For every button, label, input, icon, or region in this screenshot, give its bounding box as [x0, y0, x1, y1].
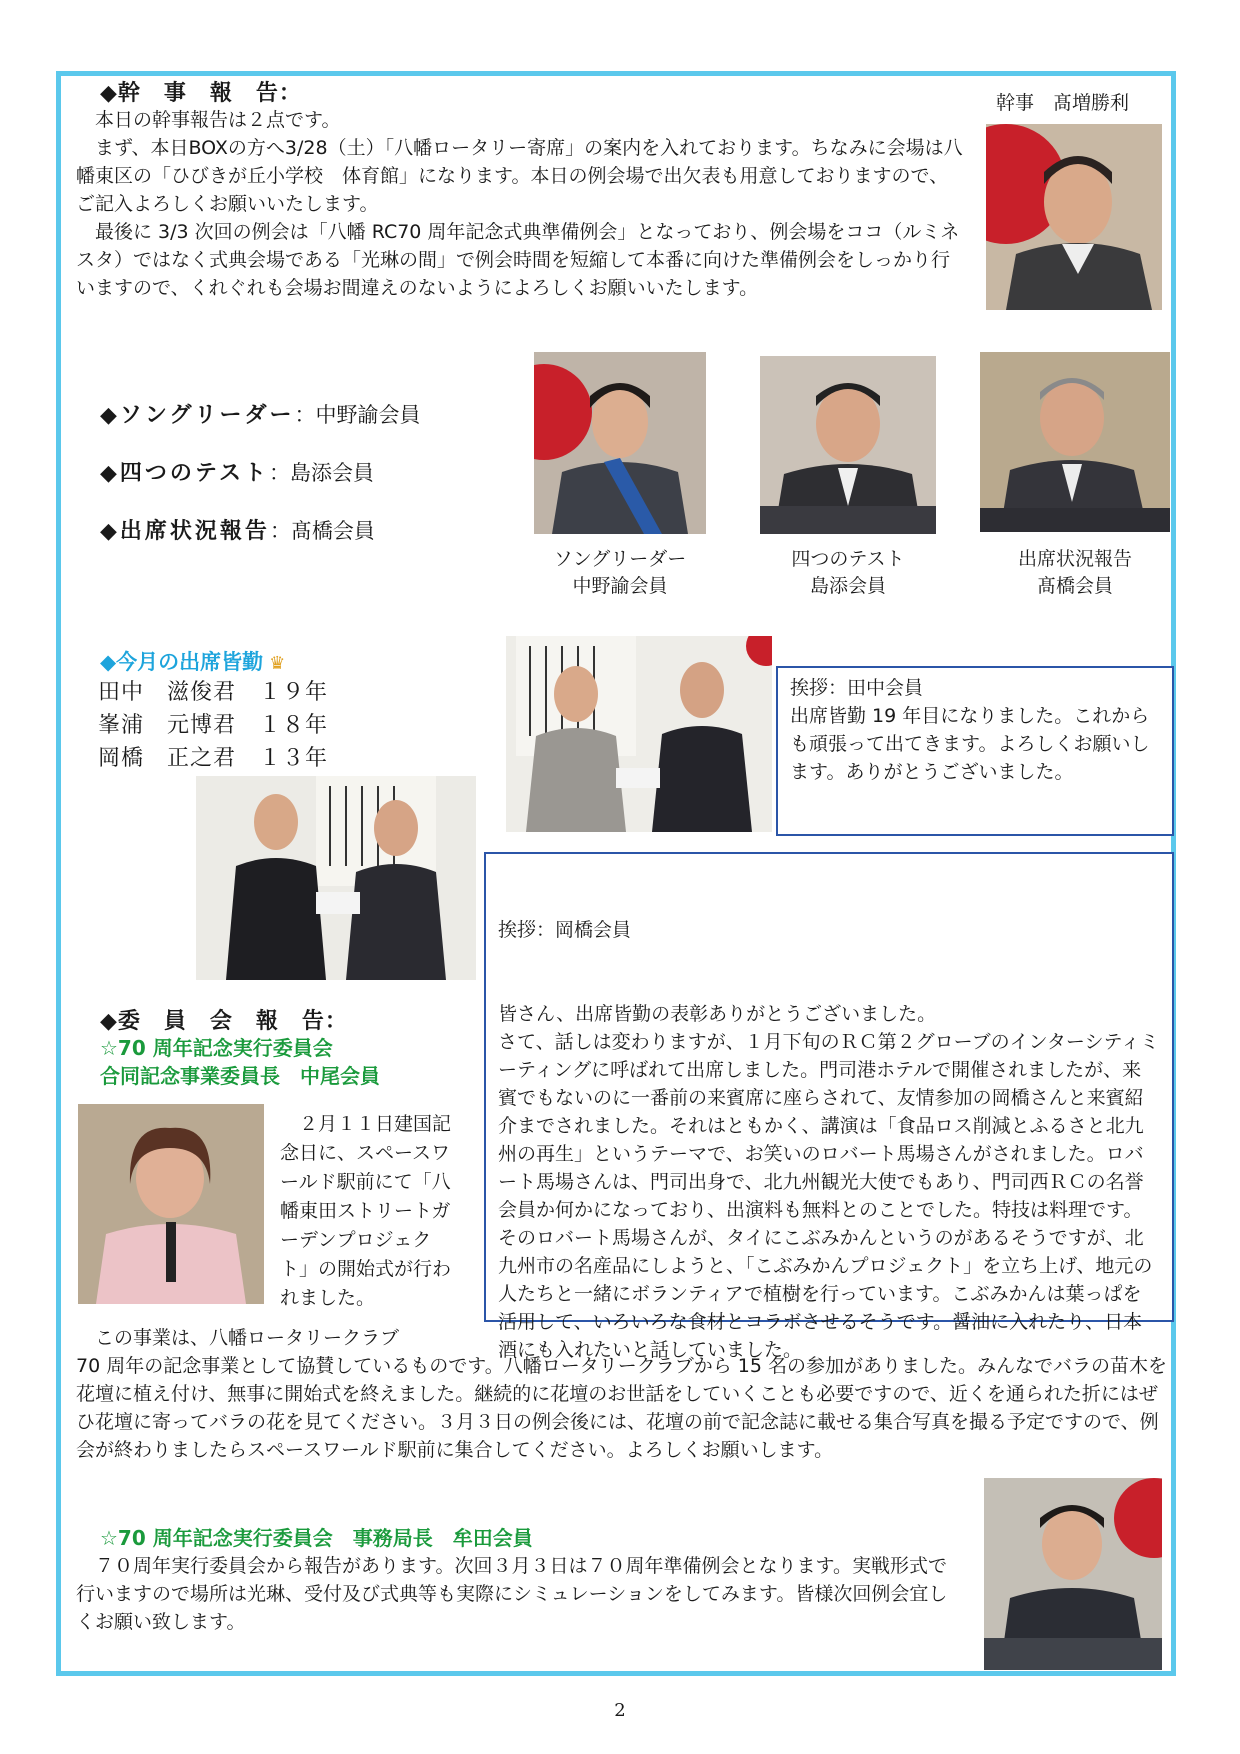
- committee-sub1-line2: 合同記念事業委員長 中尾会員: [100, 1064, 380, 1088]
- committee-sub1-wrap: ２月１１日建国記念日に、スペースワールド駅前にて「八幡東田ストリートガーデンプロジェクト」の開始式が行われました。: [280, 1113, 452, 1309]
- committee-sub1-heading: [100, 1034, 380, 1090]
- page-number: 2: [614, 1700, 626, 1721]
- committee-sub1-main: 70 周年の記念事業として協賛しているものです。八幡ロータリークラブから 15 名の参加がありました。みんなでバラの苗木を花壇に植え付け、無事に開始式を終えました。継続的に花壇のお世話をしていくことも必要ですので、近くを通られた折にはぜひ花壇に寄ってバラの花を見てください。３月３日の例会後には、花壇の前で記念誌に載せる集合写真を撮る予定ですので、例会が終わりましたらスペースワールド駅前に集合してください。よろしくお願いします。: [76, 1355, 1167, 1461]
- greeting-tanaka-box: [776, 666, 1174, 836]
- attendance-heading: [100, 646, 285, 676]
- role-attendance-report-name: 髙橋会員: [290, 519, 375, 543]
- role-attendance-report: ◆出席状況報告：髙橋会員: [100, 519, 375, 544]
- award-photo-tanaka: [506, 636, 772, 832]
- attendance-row: 峯浦 元博君 １８年: [98, 713, 329, 738]
- role-song-leader-name: 中野諭会員: [315, 403, 421, 427]
- attendance-report-caption-role: 出席状況報告: [1017, 548, 1132, 570]
- committee-sub1-body: [76, 1324, 1170, 1464]
- kanji-report-para-2: まず、本日BOXの方へ3/28（土）「八幡ロータリー寄席」の案内を入れております。ちなみに会場は八幡東区の「ひびきが丘小学校 体育館」になります。本日の例会場で出欠表も用意しておりますので、ご記入よろしくお願いいたします。: [76, 137, 963, 215]
- secretary-photo-caption: 幹事 髙増勝利: [996, 92, 1130, 114]
- kanji-report-para-3: 最後に 3/3 次回の例会は「八幡 RC70 周年記念式典準備例会」となっており、例会場をココ（ルミネスタ）ではなく式典会場である「光琳の間」で例会時間を短縮して本番に向けた準備例会をしっかり行いますので、くれぐれも会場お間違えのないようによろしくお願いいたします。: [76, 221, 960, 299]
- role-song-leader: ◆ソングリーダー：中野諭会員: [100, 403, 421, 428]
- song-leader-caption: [524, 546, 716, 600]
- attendance-report-photo: [980, 352, 1170, 532]
- role-song-leader-label: ◆ソングリーダー: [100, 403, 295, 428]
- song-leader-caption-role: ソングリーダー: [553, 548, 687, 570]
- attendance-report-caption-name: 髙橋会員: [1036, 575, 1113, 597]
- attendance-row: 田中 滋俊君 １９年: [98, 680, 329, 705]
- four-way-test-caption: [750, 546, 946, 600]
- role-four-way-test: ◆四つのテスト：島添会員: [100, 461, 375, 486]
- song-leader-photo: [534, 352, 706, 534]
- attendance-row: 岡橋 正之君 １３年: [98, 746, 329, 771]
- song-leader-caption-name: 中野諭会員: [572, 575, 668, 597]
- committee-sub2-body: ７０周年実行委員会から報告があります。次回３月３日は７０周年準備例会となります。実戦形式で行いますので場所は光琳、受付及び式典等も実際にシミュレーションをしてみます。皆様次回例会宜しくお願い致します。: [76, 1555, 948, 1633]
- award-photo-okahashi: [196, 776, 476, 980]
- secretary-photo: [986, 124, 1162, 310]
- four-way-test-caption-name: 島添会員: [809, 575, 886, 597]
- greeting-tanaka-body: 出席皆勤 19 年目になりました。これからも頑張って出てきます。よろしくお願いします。ありがとうございました。: [790, 705, 1150, 783]
- greeting-tanaka-title: 挨拶：田中会員: [790, 677, 924, 699]
- kanji-report-heading: ◆幹 事 報 告：: [100, 81, 302, 106]
- attendance-report-caption: [975, 546, 1175, 600]
- role-four-way-test-name: 島添会員: [290, 461, 375, 485]
- greeting-okahashi-body: 皆さん、出席皆勤の表彰ありがとうございました。 さて、話しは変わりますが、１月下旬のＲＣ第２グローブのインターシティミーティングに呼ばれて出席しました。門司港ホテルで開催されましたが、来賓でもないのに一番前の来賓席に座らされて、友情参加の岡橋さんと来賓紹介までされました。それはともかく、講演は「食品ロス削減とふるさと北九州の再生」というテーマで、お笑いのロバート馬場さんがされました。ロバート馬場さんは、門司出身で、北九州観光大使でもあり、門司西ＲＣの名誉会員か何かになっており、出演料も無料とのことでした。特技は料理です。そのロバート馬場さんが、タイにこぶみかんというのがあるそうですが、北九州市の名産品にしようと、「こぶみかんプロジェクト」を立ち上げ、地元の人たちと一緒にボランティアで植樹を行っています。こぶみかんは葉っぱを活用して、いろいろな食材とコラボさせるそうです。醤油に入れたり、日本酒にも入れたいと話していました。: [498, 1003, 1160, 1361]
- attendance-heading-text: ◆今月の出席皆勤: [100, 650, 264, 674]
- committee-sub2-heading: ☆70 周年記念実行委員会 事務局長 牟田会員: [100, 1526, 533, 1550]
- committee-sub1-line1: ☆70 周年記念実行委員会: [100, 1036, 333, 1060]
- committee-heading: ◆委 員 会 報 告：: [100, 1009, 348, 1034]
- greeting-okahashi-box: [484, 852, 1174, 1361]
- kanji-report-para-1: 本日の幹事報告は２点です。: [95, 109, 341, 131]
- crown-icon: ♛: [269, 653, 286, 674]
- greeting-okahashi-title: 挨拶：岡橋会員: [498, 919, 632, 941]
- role-four-way-test-label: ◆四つのテスト: [100, 461, 270, 486]
- four-way-test-caption-role: 四つのテスト: [791, 548, 905, 570]
- kanji-report-body: [76, 106, 966, 302]
- nakao-photo: [78, 1104, 264, 1304]
- four-way-test-photo: [760, 356, 936, 534]
- committee-sub1-lead: この事業は、八幡ロータリークラブ: [95, 1327, 400, 1349]
- attendance-list: [98, 676, 328, 775]
- role-attendance-report-label: ◆出席状況報告: [100, 519, 270, 544]
- muta-photo: [984, 1478, 1162, 1670]
